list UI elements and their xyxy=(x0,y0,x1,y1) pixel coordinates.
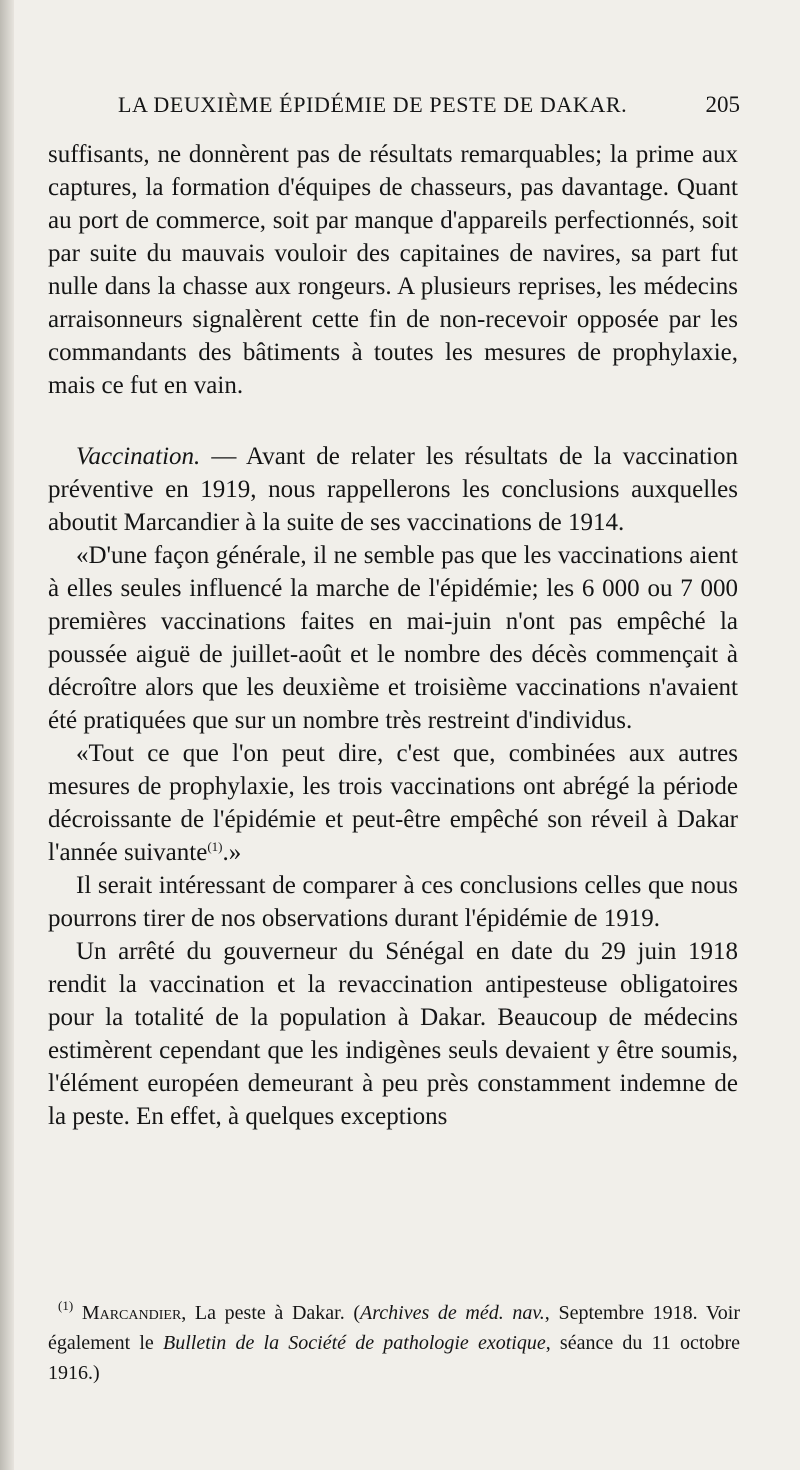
footnote-reference[interactable]: (1) xyxy=(207,839,223,854)
footnotes xyxy=(48,1298,740,1388)
section-runin-heading: Vaccination. xyxy=(76,443,201,470)
footnote-marker: (1) xyxy=(58,1298,74,1313)
body-text xyxy=(48,138,738,1133)
footnote-journal: Archives de méd. nav. xyxy=(360,1302,545,1324)
footnote-bulletin: Bulletin de la Société de pathologie exotique xyxy=(162,1332,546,1354)
paragraph-quote-2-text: «Tout ce que l'on peut dire, c'est que, combinées aux autres mesures de prophylaxie, les trois vaccinations ont abrégé la période décroissante de l'épidémie et peut-être empêché son réveil à Dakar l'année suivante xyxy=(48,740,738,866)
paragraph-quote-2 xyxy=(48,737,738,869)
footnote-1 xyxy=(48,1298,740,1388)
paragraph-comparison: Il serait intéressant de comparer à ces conclusions celles que nous pourrons tirer de nos observations durant l'épidémie de 1919. xyxy=(48,872,738,932)
footnote-author: Marcandier xyxy=(81,1302,182,1324)
running-title: LA DEUXIÈME ÉPIDÉMIE DE PESTE DE DAKAR. xyxy=(118,92,628,117)
footnote-text-a: , La peste à Dakar. ( xyxy=(181,1302,361,1324)
page-edge-shadow xyxy=(0,0,14,1470)
paragraph-vaccination-text: — Avant de relater les résultats de la vaccination préventive en 1919, nous rappellerons les conclusions auxquelles aboutit Marcandier à la suite de ses vaccinations de 1914. xyxy=(48,443,738,536)
page-header xyxy=(118,92,740,128)
paragraph-arrete: Un arrêté du gouverneur du Sénégal en date du 29 juin 1918 rendit la vaccination et la revaccination antipesteuse obligatoires pour la totalité de la population à Dakar. Beaucoup de médecins estimèrent cependant que les indigènes seuls devaient y être soumis, l'élément européen demeurant à peu près constamment indemne de la peste. En effet, à quelques exceptions xyxy=(48,938,738,1130)
paragraph-vaccination xyxy=(48,440,738,539)
paragraph-continuation: suffisants, ne donnèrent pas de résultats remarquables; la prime aux captures, la formation d'équipes de chasseurs, pas davantage. Quant au port de commerce, soit par manque d'appareils perfectionnés, soit par suite du mauvais vouloir des capitaines de navires, sa part fut nulle dans la chasse aux rongeurs. A plusieurs reprises, les médecins arraisonneurs signalèrent cette fin de non-recevoir opposée par les commandants des bâtiments à toutes les mesures de prophylaxie, mais ce fut en vain. xyxy=(48,141,738,399)
paragraph-quote-1: «D'une façon générale, il ne semble pas que les vaccinations aient à elles seules influencé la marche de l'épidémie; les 6 000 ou 7 000 premières vaccinations faites en mai-juin n'ont pas empêché la poussée aiguë de juillet-août et le nombre des décès commençait à décroître alors que les deuxième et troisième vaccinations n'avaient été pratiquées que sur un nombre très restreint d'individus. xyxy=(48,542,738,734)
paragraph-quote-2-end: .» xyxy=(222,839,242,866)
page-number: 205 xyxy=(705,92,740,117)
footnote-text-c: , séance du 11 octobre 1916.) xyxy=(48,1332,740,1384)
footnote-text-b: , Septembre 1918. Voir également le xyxy=(48,1302,740,1354)
